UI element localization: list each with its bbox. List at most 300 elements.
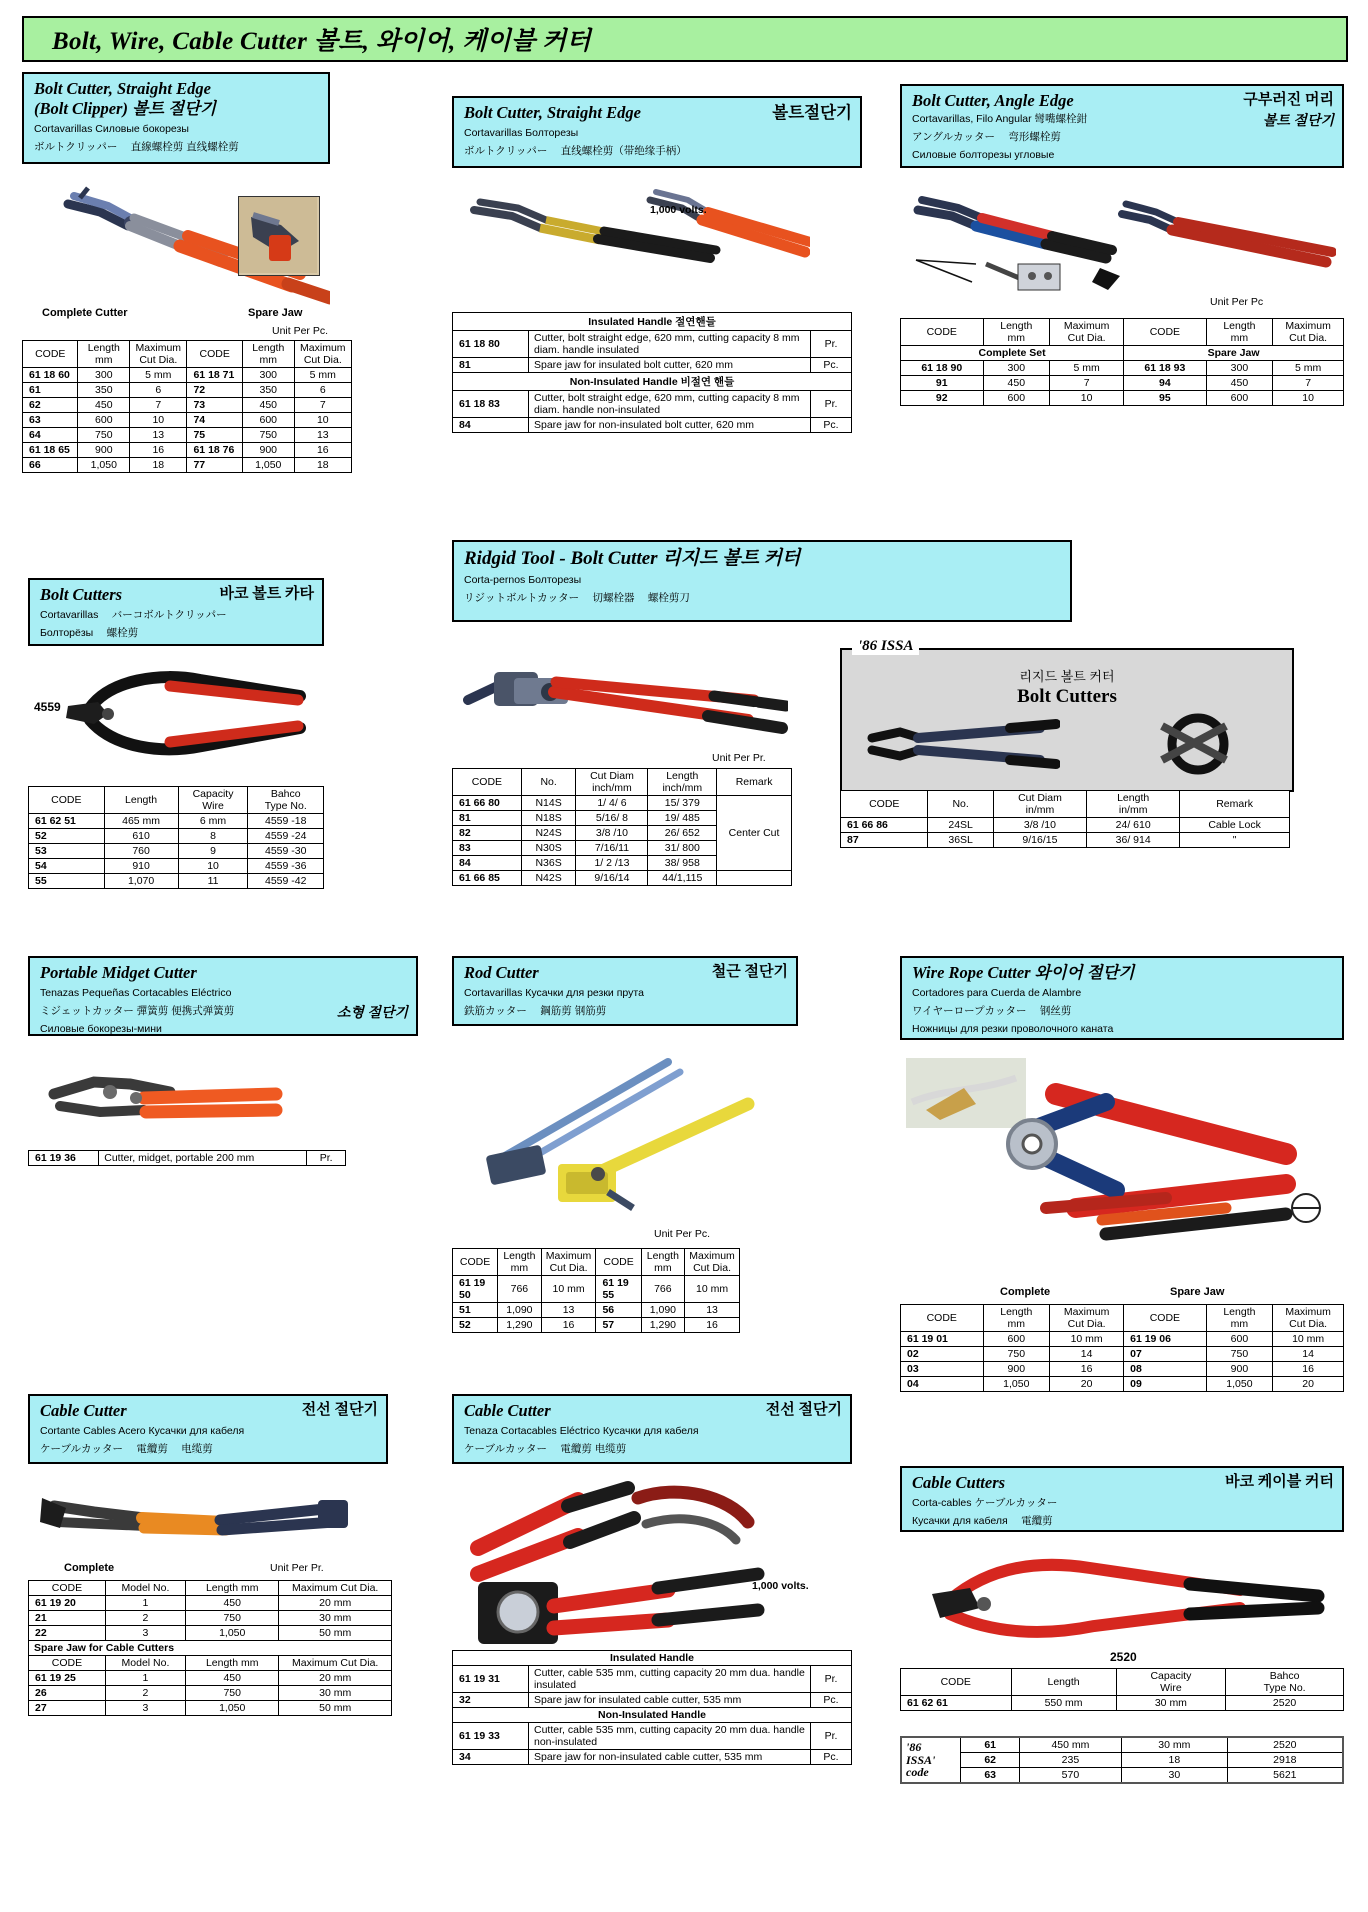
cell-cut-2: 18 [294, 458, 351, 473]
title-kr: 바코 볼트 카타 [219, 586, 314, 602]
title-line-1: Portable Midget Cutter [40, 963, 197, 982]
table-row [453, 796, 792, 811]
cell-code: 83 [453, 841, 522, 856]
cell-desc: Spare jaw for non-insulated cable cutter, 535 mm [529, 1750, 811, 1765]
cell-length: 1,090 [498, 1303, 541, 1318]
table-row [901, 391, 1344, 406]
table-row [901, 1753, 1343, 1768]
table-row [23, 383, 352, 398]
th-length-2: Length mm [242, 341, 294, 368]
cell-length: 750 [78, 428, 130, 443]
table-row [29, 1611, 392, 1626]
cell-cut-2: 10 mm [1273, 1332, 1344, 1347]
note-1000-volts-1: 1,000 volts. [650, 204, 707, 216]
th-code: CODE [29, 787, 105, 814]
rod-cutter-photo [458, 1042, 798, 1222]
table-cable-cutter-electric [452, 1650, 852, 1765]
cell-code: 22 [29, 1626, 106, 1641]
cell-code: 61 62 61 [901, 1696, 1012, 1711]
cell-no: N30S [521, 841, 576, 856]
table-bolt-angle [900, 318, 1344, 406]
th-length: Length inch/mm [648, 769, 717, 796]
table-row [23, 443, 352, 458]
th-code: CODE [29, 1581, 106, 1596]
caption-complete-cutter: Complete Cutter [42, 307, 128, 319]
title-kr: 전선 절단기 [301, 1402, 378, 1418]
cell-cut-2: 7 [1273, 376, 1344, 391]
title-sub-2: ボルトクリッパー 直线螺栓剪（带绝缘手柄） [464, 145, 687, 158]
bolt-cutter-straight-photo [460, 186, 810, 282]
section-title-bolt-clipper [22, 72, 330, 164]
cell-cut: 16 [1050, 1362, 1124, 1377]
table-header-row [901, 1669, 1344, 1696]
issa-tag-line3: code [906, 1765, 929, 1780]
cell-model: 3 [105, 1626, 185, 1641]
group-spare-jaw-cable: Spare Jaw for Cable Cutters [29, 1641, 392, 1656]
cell-cut-2: 13 [294, 428, 351, 443]
cell-cut-2: 7 [294, 398, 351, 413]
table-row [901, 1362, 1344, 1377]
table-row [901, 1377, 1344, 1392]
cell-model: 2 [105, 1686, 185, 1701]
th-code-2: CODE [1124, 1305, 1207, 1332]
group-insulated: Insulated Handle 절연핸들 [453, 313, 852, 331]
cell-length-2: 1,050 [242, 458, 294, 473]
cell-length-2: 600 [242, 413, 294, 428]
cell-code: 61 18 60 [23, 368, 78, 383]
cell-code: 63 [23, 413, 78, 428]
cell-length: 450 [186, 1596, 279, 1611]
cell-code: 34 [453, 1750, 529, 1765]
th-no: No. [928, 791, 993, 818]
cell-code-2: 75 [187, 428, 242, 443]
title-line-1: Cable Cutters [912, 1473, 1006, 1492]
cell-code-2: 08 [1124, 1362, 1207, 1377]
cell-length: 1,050 [186, 1701, 279, 1716]
cell-length-2: 300 [242, 368, 294, 383]
cell-code: 81 [453, 811, 522, 826]
title-sub-1: Cortavarillas バーコボルトクリッパー [40, 609, 227, 622]
table-row [453, 871, 792, 886]
cell-type: 2520 [1227, 1737, 1343, 1753]
title-sub-1: Cortante Cables Acero Кусачки для кабеля [40, 1425, 245, 1438]
title-sub-2: ボルトクリッパー 直線螺栓剪 直线螺栓剪 [34, 141, 239, 154]
cell-length: 900 [78, 443, 130, 458]
th-model-s: Model No. [105, 1656, 185, 1671]
table-row [23, 458, 352, 473]
wire-rope-cutter-photo [906, 1058, 1336, 1278]
cell-type: 4559 -30 [248, 844, 324, 859]
th-bahco: Bahco Type No. [1226, 1669, 1344, 1696]
cell-length-2: 450 [1206, 376, 1273, 391]
cell-length: 300 [983, 361, 1050, 376]
table-header-row [453, 1249, 740, 1276]
th-length: Length [104, 787, 178, 814]
th-maxcut-1: Maximum Cut Dia. [1050, 319, 1124, 346]
cell-cut: 30 mm [279, 1686, 392, 1701]
table-row [453, 418, 852, 433]
unit-per-pc-label-2: Unit Per Pc [1210, 296, 1264, 308]
cell-code: 61 19 50 [453, 1276, 498, 1303]
cell-length: 450 [186, 1671, 279, 1686]
table-row [23, 413, 352, 428]
ridgid-bolt-cutter-photo [458, 648, 788, 748]
group-spare-jaw: Spare Jaw [1124, 346, 1344, 361]
title-sub-2: Кусачки для кабеля 電纜剪 [912, 1515, 1053, 1528]
cell-length-2: 766 [641, 1276, 684, 1303]
th-remark: Remark [717, 769, 792, 796]
cell-unit: Pr. [811, 331, 852, 358]
cell-length: 1,290 [498, 1318, 541, 1333]
cell-cut-2: 16 [685, 1318, 740, 1333]
cell-desc: Cutter, bolt straight edge, 620 mm, cutting capacity 8 mm diam. handle non-insulated [529, 391, 811, 418]
cell-code-2: 09 [1124, 1377, 1207, 1392]
table-row [29, 874, 324, 889]
cell-desc: Cutter, midget, portable 200 mm [99, 1151, 307, 1166]
th-maxcut-s: Maximum Cut Dia. [279, 1656, 392, 1671]
cell-code: 63 [961, 1768, 1019, 1784]
cell-length: 450 mm [1019, 1737, 1121, 1753]
th-code-1: CODE [23, 341, 78, 368]
cell-cut-2: 6 [294, 383, 351, 398]
cell-code: 87 [841, 833, 928, 848]
th-length-1: Length mm [983, 1305, 1050, 1332]
cell-code-2: 61 19 06 [1124, 1332, 1207, 1347]
title-kr: 볼트절단기 [772, 103, 852, 122]
cell-type: 4559 -24 [248, 829, 324, 844]
table-row [29, 1701, 392, 1716]
cell-cut: 50 mm [279, 1701, 392, 1716]
cell-cut-2: 20 [1273, 1377, 1344, 1392]
cell-cut: 10 [130, 413, 187, 428]
cell-model: 1 [105, 1671, 185, 1686]
cell-length-2: 600 [1206, 391, 1273, 406]
cell-length-2: 900 [1206, 1362, 1273, 1377]
th-length: Length in/mm [1087, 791, 1180, 818]
cell-code: 61 18 90 [901, 361, 984, 376]
group-complete-set: Complete Set [901, 346, 1124, 361]
th-code-1: CODE [901, 319, 984, 346]
table-row [29, 1671, 392, 1686]
th-code: CODE [841, 791, 928, 818]
title-sub-2: 鉄筋カッター 鋼筋剪 钢筋剪 [464, 1005, 607, 1018]
cell-code: 52 [453, 1318, 498, 1333]
th-maxcut-1: Maximum Cut Dia. [130, 341, 187, 368]
cell-capacity: 10 [178, 859, 248, 874]
table-row [841, 833, 1290, 848]
cell-length-2: 1,050 [1206, 1377, 1273, 1392]
cell-cutdiam: 1/ 4/ 6 [576, 796, 648, 811]
cell-code: 61 [961, 1737, 1019, 1753]
group-non-insulated: Non-Insulated Handle 비절연 핸들 [453, 373, 852, 391]
cell-code: 66 [23, 458, 78, 473]
title-line-1: Cable Cutter [40, 1401, 127, 1420]
cell-code: 04 [901, 1377, 984, 1392]
title-line-1: Wire Rope Cutter 와이어 절단기 [912, 963, 1135, 982]
th-code-1: CODE [453, 1249, 498, 1276]
table-row [901, 1696, 1344, 1711]
title-sub-2: ミジェットカッター 彈簧剪 便携式弹簧剪 [40, 1005, 235, 1018]
cell-capacity: 8 [178, 829, 248, 844]
table-cable-cutter-steel [28, 1580, 392, 1716]
section-title-rod-cutter [452, 956, 798, 1026]
cell-code: 27 [29, 1701, 106, 1716]
group-header-row [453, 1651, 852, 1666]
th-maxcut-2: Maximum Cut Dia. [1273, 1305, 1344, 1332]
cell-no: N18S [521, 811, 576, 826]
cell-type: 5621 [1227, 1768, 1343, 1784]
table-row [29, 1626, 392, 1641]
table-row [29, 1686, 392, 1701]
cell-cut: 5 mm [1050, 361, 1124, 376]
issa86-title: Bolt Cutters [1017, 686, 1117, 707]
cell-code: 61 19 36 [29, 1151, 99, 1166]
cell-cut: 50 mm [279, 1626, 392, 1641]
table-portable-midget [28, 1150, 346, 1166]
title-sub-2: ワイヤーロープカッター 钢丝剪 [912, 1005, 1072, 1018]
caption-complete-3: Complete [64, 1562, 115, 1574]
title-kr: 소형 절단기 [336, 1006, 408, 1022]
cell-length: 600 [983, 1332, 1050, 1347]
cell-cut: 20 [1050, 1377, 1124, 1392]
table-header-row [901, 1305, 1344, 1332]
spare-jaw-photo [238, 196, 320, 276]
title-sub-3: Силовые болторезы угловые [912, 148, 1055, 161]
title-line-2: (Bolt Clipper) 볼트 절단기 [34, 99, 216, 119]
cell-cut: 6 [130, 383, 187, 398]
cell-capacity: 30 mm [1116, 1696, 1226, 1711]
cell-length: 31/ 800 [648, 841, 717, 856]
th-code-s: CODE [29, 1656, 106, 1671]
title-sub-1: Cortavarillas Кусачки для резки прута [464, 987, 644, 1000]
cell-length: 1,050 [78, 458, 130, 473]
cell-length: 1,050 [186, 1626, 279, 1641]
cell-code: 61 19 31 [453, 1666, 529, 1693]
cell-desc: Spare jaw for insulated cable cutter, 535 mm [529, 1693, 811, 1708]
cell-code: 61 66 85 [453, 871, 522, 886]
th-length-1: Length mm [78, 341, 130, 368]
table-bahco-bolt-cutters [28, 786, 324, 889]
cell-code: 03 [901, 1362, 984, 1377]
cell-code: 61 19 01 [901, 1332, 984, 1347]
cell-length: 910 [104, 859, 178, 874]
cell-cut: 20 mm [279, 1596, 392, 1611]
cable-cutter-steel-photo [34, 1478, 354, 1558]
cell-length: 750 [983, 1347, 1050, 1362]
cell-length-2: 750 [242, 428, 294, 443]
bahco-bolt-cutter-photo [50, 662, 320, 772]
cell-length: 465 mm [104, 814, 178, 829]
title-kr: 철근 절단기 [711, 964, 788, 980]
title-line-1: Bolt Cutter, Straight Edge [34, 79, 211, 98]
table-row [453, 1303, 740, 1318]
th-capacity: Capacity Wire [1116, 1669, 1226, 1696]
title-line-1: Bolt Cutter, Angle Edge [912, 91, 1074, 110]
cell-code: 61 66 80 [453, 796, 522, 811]
th-length-1: Length mm [498, 1249, 541, 1276]
cell-unit: Pr. [307, 1151, 346, 1166]
cell-cutdiam: 9/16/15 [993, 833, 1086, 848]
cell-code-2: 73 [187, 398, 242, 413]
cell-code: 51 [453, 1303, 498, 1318]
cell-desc: Spare jaw for insulated bolt cutter, 620 mm [529, 358, 811, 373]
cell-code-2: 72 [187, 383, 242, 398]
issa-tag-line1: '86 [906, 1740, 922, 1755]
cell-code-2: 56 [596, 1303, 641, 1318]
cell-unit: Pr. [811, 1723, 852, 1750]
cell-length: 570 [1019, 1768, 1121, 1784]
section-title-ridgid [452, 540, 1072, 622]
cell-unit: Pc. [811, 1750, 852, 1765]
cell-capacity: 11 [178, 874, 248, 889]
title-sub-2: ケーブルカッター 電纜剪 电缆剪 [40, 1443, 213, 1456]
cell-desc: Spare jaw for non-insulated bolt cutter, 620 mm [529, 418, 811, 433]
cell-length-2: 600 [1206, 1332, 1273, 1347]
cell-length: 766 [498, 1276, 541, 1303]
cell-type: 2918 [1227, 1753, 1343, 1768]
cell-code-2: 94 [1124, 376, 1207, 391]
cell-length: 550 mm [1011, 1696, 1116, 1711]
cell-cut: 7 [1050, 376, 1124, 391]
cell-length: 15/ 379 [648, 796, 717, 811]
cable-cutter-electric-photo [458, 1478, 828, 1658]
th-no: No. [521, 769, 576, 796]
table-row [901, 1347, 1344, 1362]
cell-code: 54 [29, 859, 105, 874]
title-sub-1: Corta-cables ケーブルカッター [912, 1497, 1058, 1510]
issa-tag-line2: ISSA' [906, 1752, 936, 1767]
group-header-row [29, 1641, 392, 1656]
cell-unit: Pr. [811, 391, 852, 418]
th-maxcut-2: Maximum Cut Dia. [685, 1249, 740, 1276]
cell-remark: " [1180, 833, 1290, 848]
cell-code: 91 [901, 376, 984, 391]
cell-unit: Pc. [811, 418, 852, 433]
cell-length: 26/ 652 [648, 826, 717, 841]
th-maxcut: Maximum Cut Dia. [279, 1581, 392, 1596]
table-row [453, 331, 852, 358]
cell-code-2: 61 18 71 [187, 368, 242, 383]
caption-complete-2: Complete [1000, 1286, 1051, 1298]
group-header-row [453, 1708, 852, 1723]
cell-code: 61 66 86 [841, 818, 928, 833]
table-row [29, 829, 324, 844]
section-title-bolt-angle [900, 84, 1344, 168]
issa86-tag: '86 ISSA [852, 638, 919, 655]
cell-unit: Pc. [811, 1693, 852, 1708]
cell-unit: Pr. [811, 1666, 852, 1693]
cell-length: 24/ 610 [1087, 818, 1180, 833]
cell-no: 36SL [928, 833, 993, 848]
cell-cut: 13 [541, 1303, 596, 1318]
th-length-2: Length mm [1206, 319, 1273, 346]
cell-length: 19/ 485 [648, 811, 717, 826]
issa86-kr-title: 리지드 볼트 커터 [1019, 669, 1115, 684]
svg-text:RIDGID: RIDGID [734, 707, 759, 714]
cell-type: 4559 -42 [248, 874, 324, 889]
cell-model: 1 [105, 1596, 185, 1611]
th-code: CODE [453, 769, 522, 796]
cell-code: 61 19 25 [29, 1671, 106, 1686]
table-row [453, 358, 852, 373]
cell-length: 600 [78, 413, 130, 428]
cell-cutdiam: 5/16/ 8 [576, 811, 648, 826]
bolt-cutter-angle-photo [906, 188, 1336, 306]
cell-type: 2520 [1226, 1696, 1344, 1711]
table-bolt-straight [452, 312, 852, 433]
table-row [29, 844, 324, 859]
cell-cut: 16 [541, 1318, 596, 1333]
cell-model: 3 [105, 1701, 185, 1716]
title-sub-1: Tenazas Pequeñas Cortacables Eléctrico [40, 987, 232, 1000]
group-header-row [453, 373, 852, 391]
title-sub-1: Cortavarillas, Filo Angular 彎嘴螺栓鉗 [912, 113, 1088, 126]
cell-cutdiam: 9/16/14 [576, 871, 648, 886]
table-row [453, 1276, 740, 1303]
cell-cutdiam: 3/8 /10 [576, 826, 648, 841]
cell-capacity: 30 [1122, 1768, 1228, 1784]
cell-capacity: 30 mm [1122, 1737, 1228, 1753]
cell-code: 61 62 51 [29, 814, 105, 829]
section-title-wire-rope-cutter [900, 956, 1344, 1040]
cell-length: 750 [186, 1686, 279, 1701]
bahco-cable-cutter-photo [920, 1538, 1330, 1648]
cell-code-2: 61 18 76 [187, 443, 242, 458]
cell-cut-2: 10 mm [685, 1276, 740, 1303]
cell-no: 24SL [928, 818, 993, 833]
cell-cutdiam: 3/8 /10 [993, 818, 1086, 833]
note-1000-volts-2: 1,000 volts. [752, 1580, 809, 1592]
cell-length: 300 [78, 368, 130, 383]
section-title-portable-midget [28, 956, 418, 1036]
cell-length-2: 450 [242, 398, 294, 413]
cell-cut: 7 [130, 398, 187, 413]
cell-code: 92 [901, 391, 984, 406]
title-kr: 바코 케이블 커터 [1225, 1474, 1334, 1490]
table-row [841, 818, 1290, 833]
cell-length: 1,070 [104, 874, 178, 889]
cell-length-2: 1,090 [641, 1303, 684, 1318]
cell-code: 53 [29, 844, 105, 859]
table-row [901, 361, 1344, 376]
title-kr-1: 구부러진 머리 [1243, 92, 1334, 108]
cell-capacity: 6 mm [178, 814, 248, 829]
cell-code-2: 57 [596, 1318, 641, 1333]
group-non-insulated-2: Non-Insulated Handle [453, 1708, 852, 1723]
cell-length: 610 [104, 829, 178, 844]
cell-code-2: 95 [1124, 391, 1207, 406]
th-maxcut-1: Maximum Cut Dia. [541, 1249, 596, 1276]
title-kr-2: 볼트 절단기 [1262, 114, 1334, 130]
table-bolt-clipper [22, 340, 352, 473]
table-rod-cutter [452, 1248, 740, 1333]
cell-code: 84 [453, 418, 529, 433]
table-row [453, 1693, 852, 1708]
table-bahco-cable-cutters [900, 1668, 1344, 1711]
cell-length-2: 750 [1206, 1347, 1273, 1362]
table-row [901, 1768, 1343, 1784]
title-line-1: Rod Cutter [464, 963, 539, 982]
table-row [29, 814, 324, 829]
th-bahco: Bahco Type No. [248, 787, 324, 814]
th-length: Length mm [186, 1581, 279, 1596]
cell-unit: Pc. [811, 358, 852, 373]
th-remark: Remark [1180, 791, 1290, 818]
title-sub-2: リジットボルトカッター 切螺栓器 螺栓剪刀 [464, 592, 690, 605]
cell-code: 61 [23, 383, 78, 398]
cell-code: 21 [29, 1611, 106, 1626]
cell-length: 44/1,115 [648, 871, 717, 886]
